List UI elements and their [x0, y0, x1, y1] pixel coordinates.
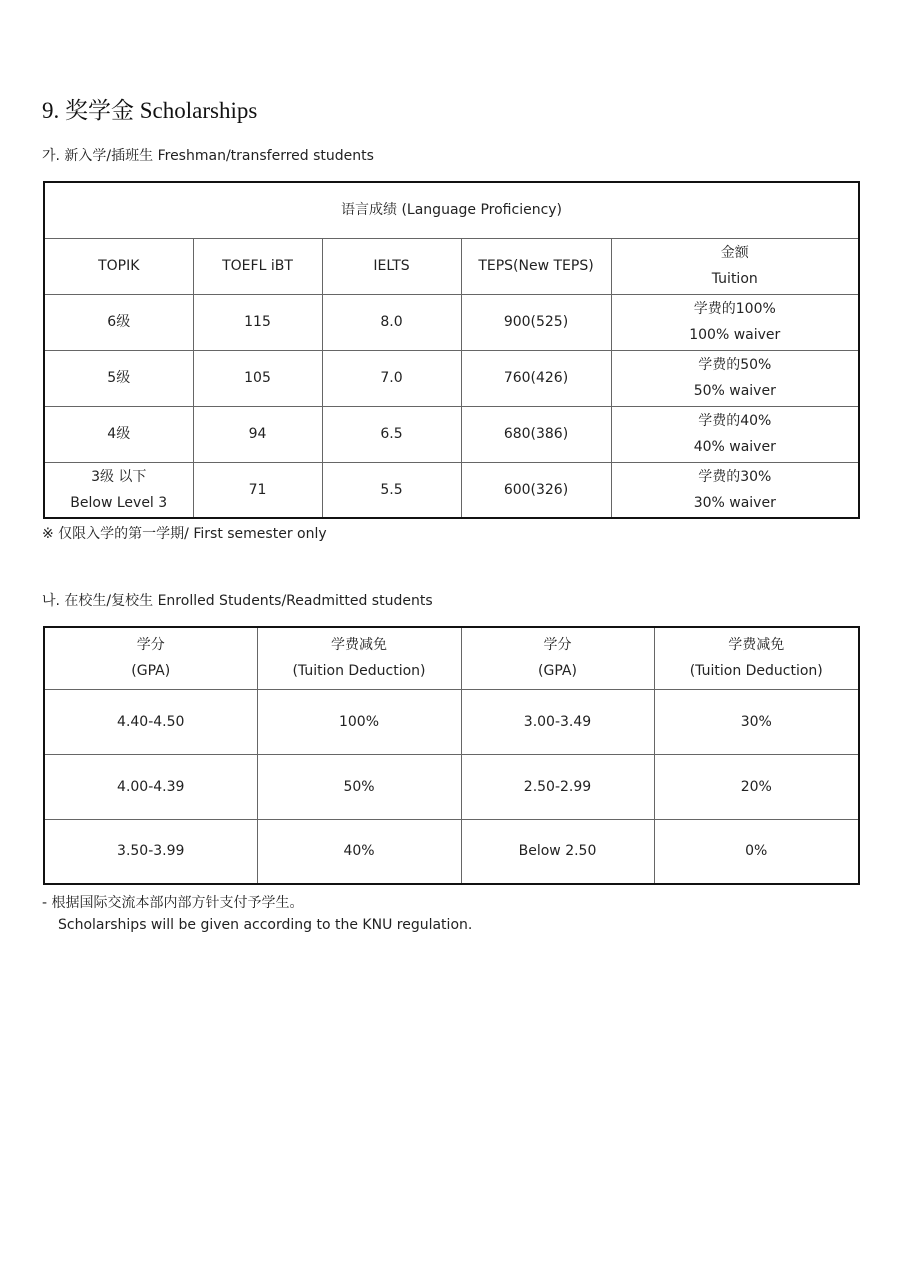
regulation-note-english: Scholarships will be given according to the KNU regulation.	[58, 917, 473, 933]
column-header: IELTS	[322, 238, 461, 294]
cell-line: 5级	[107, 370, 131, 386]
ielts-score: 5.5	[322, 462, 461, 518]
cell-line: Below Level 3	[70, 494, 168, 511]
section-heading-freshman: 가. 新入学/插班生 Freshman/transferred students	[42, 148, 374, 164]
table-row	[44, 294, 859, 350]
gpa-range: 4.40-4.50	[44, 689, 257, 754]
toefl-score: 105	[193, 350, 322, 406]
column-header-gpa	[44, 627, 257, 689]
deduction-value: 30%	[654, 689, 859, 754]
cell-line: 50% waiver	[693, 383, 776, 399]
first-semester-note: ※ 仅限入学的第一学期/ First semester only	[42, 526, 327, 542]
table-row	[44, 689, 859, 754]
section-heading-enrolled: 나. 在校生/复校生 Enrolled Students/Readmitted students	[42, 593, 433, 609]
tuition-waiver	[611, 294, 859, 350]
deduction-value: 100%	[257, 689, 461, 754]
cell-line: 学费的100%	[693, 301, 776, 317]
column-header-deduction	[257, 627, 461, 689]
gpa-deduction-table	[43, 626, 860, 885]
topik-level	[44, 294, 193, 350]
cell-line: 4级	[107, 426, 131, 442]
ielts-score: 7.0	[322, 350, 461, 406]
cell-line: 学费的40%	[698, 413, 772, 429]
cell-line: 100% waiver	[689, 327, 781, 343]
gpa-range: 4.00-4.39	[44, 754, 257, 819]
header-line: 学分	[543, 637, 572, 654]
teps-score: 900(525)	[461, 294, 611, 350]
header-line: (Tuition Deduction)	[292, 663, 426, 680]
column-header-gpa	[461, 627, 654, 689]
gpa-range: 3.00-3.49	[461, 689, 654, 754]
deduction-value: 40%	[257, 819, 461, 884]
table-row	[44, 406, 859, 462]
column-header: TEPS(New TEPS)	[461, 238, 611, 294]
deduction-value: 20%	[654, 754, 859, 819]
page-title: 9. 奖学金 Scholarships	[42, 98, 258, 123]
gpa-range: 2.50-2.99	[461, 754, 654, 819]
ielts-score: 8.0	[322, 294, 461, 350]
tuition-waiver	[611, 462, 859, 518]
table-row	[44, 462, 859, 518]
header-line: 学费减免	[728, 637, 785, 654]
topik-level	[44, 462, 193, 518]
language-proficiency-table	[43, 181, 860, 519]
header-line: 学费减免	[331, 637, 387, 654]
header-line: Tuition	[711, 271, 758, 287]
header-line: 金额	[720, 245, 749, 261]
header-line: (GPA)	[538, 663, 577, 680]
ielts-score: 6.5	[322, 406, 461, 462]
cell-line: 3级 以下	[91, 468, 147, 485]
column-header: TOPIK	[44, 238, 193, 294]
column-header-tuition	[611, 238, 859, 294]
deduction-value: 0%	[654, 819, 859, 884]
table-caption: 语言成绩 (Language Proficiency)	[44, 182, 859, 238]
regulation-note-chinese: - 根据国际交流本部内部方针支付予学生。	[42, 895, 304, 911]
cell-line: 学费的50%	[698, 357, 772, 373]
topik-level	[44, 350, 193, 406]
table-row	[44, 350, 859, 406]
cell-line: 学费的30%	[698, 468, 772, 485]
toefl-score: 94	[193, 406, 322, 462]
deduction-value: 50%	[257, 754, 461, 819]
tuition-waiver	[611, 406, 859, 462]
teps-score: 600(326)	[461, 462, 611, 518]
toefl-score: 71	[193, 462, 322, 518]
teps-score: 760(426)	[461, 350, 611, 406]
column-header-deduction	[654, 627, 859, 689]
topik-level	[44, 406, 193, 462]
cell-line: 40% waiver	[693, 439, 776, 455]
gpa-range: Below 2.50	[461, 819, 654, 884]
tuition-waiver	[611, 350, 859, 406]
teps-score: 680(386)	[461, 406, 611, 462]
gpa-range: 3.50-3.99	[44, 819, 257, 884]
header-line: (Tuition Deduction)	[689, 663, 823, 680]
toefl-score: 115	[193, 294, 322, 350]
cell-line: 6级	[107, 314, 131, 330]
header-line: 学分	[136, 637, 165, 654]
column-header: TOEFL iBT	[193, 238, 322, 294]
table-row	[44, 819, 859, 884]
cell-line: 30% waiver	[693, 494, 776, 511]
table-row	[44, 754, 859, 819]
header-line: (GPA)	[131, 663, 171, 680]
